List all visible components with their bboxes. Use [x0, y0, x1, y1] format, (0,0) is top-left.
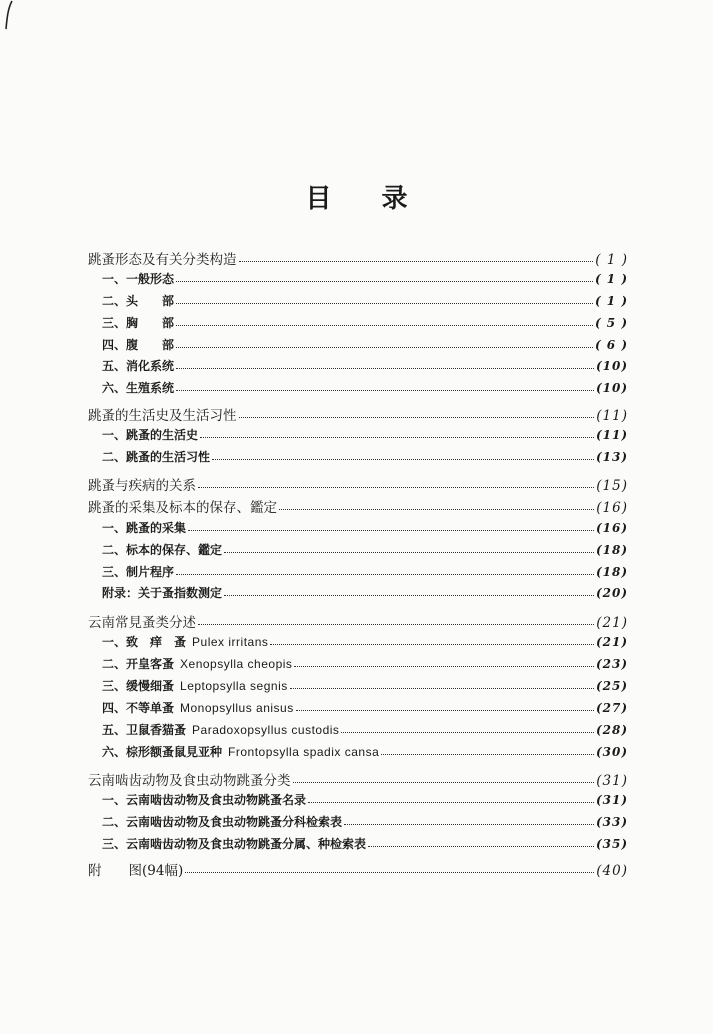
page-title — [0, 178, 713, 215]
toc-section-entry — [102, 791, 628, 808]
toc-entry-label: 附录：关于蚤指数测定 — [102, 586, 223, 600]
toc-entry-label: 四、不等单蚤 — [102, 701, 175, 715]
toc-section-entry — [102, 448, 628, 465]
toc-entry-label: 云南常見蚤类分述 — [88, 615, 196, 631]
toc-section-entry — [102, 677, 628, 694]
dot-leader — [224, 552, 594, 553]
toc-chapter-entry — [88, 496, 628, 516]
toc-section-entry — [102, 813, 628, 830]
toc-entry-label: 一、跳蚤的生活史 — [102, 428, 199, 442]
dot-leader — [176, 368, 594, 369]
toc-entry-label: 一、致 痒 蚤 — [102, 635, 187, 649]
toc-chapter-entry — [88, 611, 628, 631]
dot-leader — [176, 347, 593, 348]
toc-page-number: (31) — [596, 773, 628, 789]
toc-entry-label: 跳蚤的采集及标本的保存、鑑定 — [88, 500, 277, 516]
toc-section-entry — [102, 743, 628, 760]
toc-entry-latin-name: Frontopsylla spadix cansa — [228, 745, 380, 759]
dot-leader — [188, 530, 594, 531]
toc-entry-latin-name: Monopsyllus anisus — [180, 701, 294, 715]
toc-entry-latin-name: Leptopsylla segnis — [180, 679, 288, 693]
toc-entry-label: 二、头 部 — [102, 294, 175, 308]
dot-leader — [344, 824, 594, 825]
dot-leader — [294, 666, 594, 667]
dot-leader — [198, 487, 594, 488]
toc-entry-label: 三、制片程序 — [102, 565, 175, 579]
toc-entry-latin-name: Paradoxopsyllus custodis — [192, 723, 340, 737]
title-char-1: 目 — [305, 184, 332, 214]
toc-page-number: (33) — [595, 815, 628, 829]
toc-page-number: (11) — [595, 428, 628, 442]
toc-entry-label: 附 图(94幅) — [88, 863, 184, 879]
dot-leader — [239, 417, 595, 418]
dot-leader — [176, 303, 593, 304]
toc-entry-label: 六、生殖系统 — [102, 381, 175, 395]
toc-page-number: ( 1 ) — [594, 272, 628, 286]
dot-leader — [296, 710, 594, 711]
toc-entry-label: 一、云南啮齿动物及食虫动物跳蚤名录 — [102, 793, 307, 807]
toc-entry-label: 五、消化系统 — [102, 359, 175, 373]
toc-entry-label: 一、一般形态 — [102, 272, 175, 286]
toc-section-entry — [102, 584, 628, 601]
toc-section-entry — [102, 314, 628, 331]
dot-leader — [176, 281, 593, 282]
toc-section-entry — [102, 563, 628, 580]
toc-section-entry — [102, 541, 628, 558]
toc-entry-label: 五、卫鼠香猫蚤 — [102, 723, 187, 737]
toc-section-entry — [102, 426, 628, 443]
toc-section-entry — [102, 270, 628, 287]
toc-page-number: (16) — [596, 500, 628, 516]
dot-leader — [308, 802, 594, 803]
toc-entry-label: 云南啮齿动物及食虫动物跳蚤分类 — [88, 773, 291, 789]
dot-leader — [200, 437, 594, 438]
dot-leader — [176, 574, 594, 575]
toc-section-entry — [102, 633, 628, 650]
toc-page-number: (21) — [595, 635, 628, 649]
toc-section-entry — [102, 379, 628, 396]
toc-page-number: (21) — [596, 615, 628, 631]
toc-section-entry — [102, 292, 628, 309]
toc-page-number: (18) — [595, 543, 628, 557]
toc-entry-label: 跳蚤与疾病的关系 — [88, 478, 196, 494]
toc-chapter-entry — [88, 859, 628, 879]
dot-leader — [279, 509, 594, 510]
toc-section-entry — [102, 835, 628, 852]
toc-page-number: (25) — [595, 679, 628, 693]
toc-page-number: (30) — [595, 745, 628, 759]
toc-section-entry — [102, 336, 628, 353]
toc-section-entry — [102, 519, 628, 536]
toc-section-entry — [102, 699, 628, 716]
toc-entry-label: 二、跳蚤的生活习性 — [102, 450, 211, 464]
toc-page-number: (28) — [595, 723, 628, 737]
dot-leader — [381, 754, 594, 755]
toc-page-number: ( 1 ) — [594, 294, 628, 308]
toc-entry-latin-name: Pulex irritans — [192, 635, 269, 649]
toc-page-number: (20) — [595, 586, 628, 600]
dot-leader — [212, 459, 594, 460]
dot-leader — [224, 595, 594, 596]
toc-entry-label: 二、开皇客蚤 — [102, 657, 175, 671]
dot-leader — [176, 325, 593, 326]
toc-page-number: (11) — [596, 408, 628, 424]
toc-entry-label: 一、跳蚤的采集 — [102, 521, 187, 535]
toc-entry-label: 三、胸 部 — [102, 316, 175, 330]
toc-page-number: (40) — [596, 863, 628, 879]
toc-page-number: ( 6 ) — [594, 338, 628, 352]
toc-chapter-entry — [88, 404, 628, 424]
toc-section-entry — [102, 655, 628, 672]
dot-leader — [185, 872, 594, 873]
dot-leader — [270, 644, 594, 645]
toc-entry-label: 跳蚤的生活史及生活习性 — [88, 408, 237, 424]
toc-page-number: (18) — [595, 565, 628, 579]
toc-chapter-entry — [88, 474, 628, 494]
toc-page-number: (10) — [595, 381, 628, 395]
toc-entry-latin-name: Xenopsylla cheopis — [180, 657, 293, 671]
toc-page-number: (31) — [595, 793, 628, 807]
dot-leader — [290, 688, 594, 689]
toc-entry-label: 三、云南啮齿动物及食虫动物跳蚤分属、种检索表 — [102, 837, 367, 851]
title-char-2: 录 — [381, 184, 408, 214]
toc-entry-label: 二、云南啮齿动物及食虫动物跳蚤分科检索表 — [102, 815, 343, 829]
page-corner-mark — [4, 0, 14, 30]
toc-section-entry — [102, 357, 628, 374]
toc-page-number: (27) — [595, 701, 628, 715]
toc-chapter-entry — [88, 248, 628, 268]
toc-entry-label: 六、棕形额蚤鼠見亚种 — [102, 745, 223, 759]
toc-page-number: ( 1 ) — [595, 252, 628, 268]
toc-entry-label: 四、腹 部 — [102, 338, 175, 352]
toc-entry-label: 三、缓慢细蚤 — [102, 679, 175, 693]
toc-page-number: (16) — [595, 521, 628, 535]
toc-page-number: (10) — [595, 359, 628, 373]
dot-leader — [293, 782, 595, 783]
dot-leader — [176, 390, 594, 391]
dot-leader — [368, 846, 594, 847]
toc-page-number: (35) — [595, 837, 628, 851]
toc-page-number: ( 5 ) — [594, 316, 628, 330]
toc-page-number: (23) — [595, 657, 628, 671]
toc-chapter-entry — [88, 769, 628, 789]
dot-leader — [239, 261, 594, 262]
toc-section-entry — [102, 721, 628, 738]
dot-leader — [341, 732, 594, 733]
toc-page-number: (13) — [595, 450, 628, 464]
toc-entry-label: 二、标本的保存、鑑定 — [102, 543, 223, 557]
toc-entry-label: 跳蚤形态及有关分类构造 — [88, 252, 237, 268]
toc-page-number: (15) — [596, 478, 628, 494]
dot-leader — [198, 624, 594, 625]
